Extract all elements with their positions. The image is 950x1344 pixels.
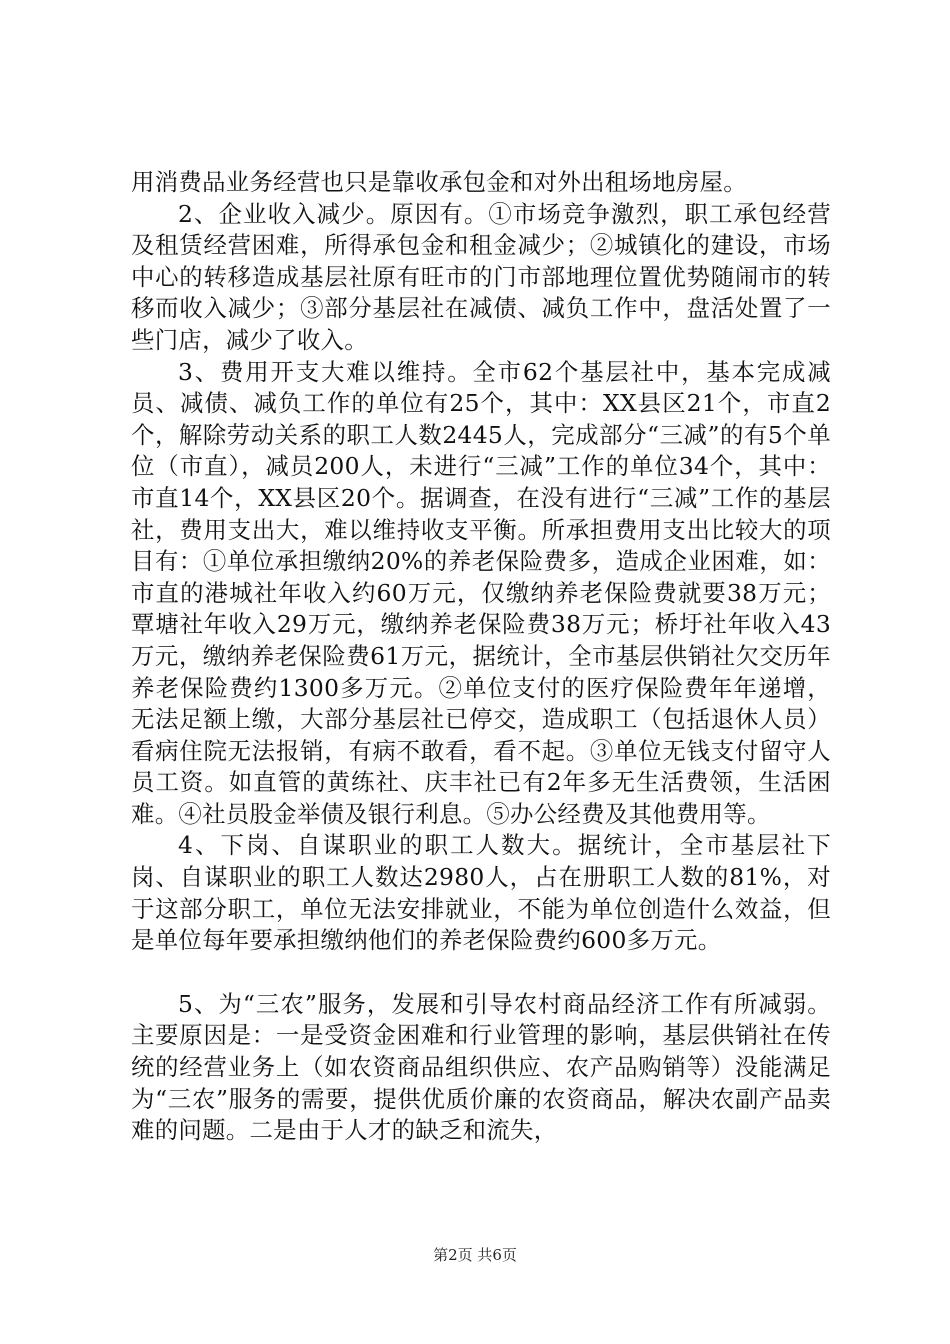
paragraph-laid-off-workers: 4、下岗、自谋职业的职工人数大。据统计，全市基层社下岗、自谋职业的职工人数达2980人，占在册职工人数的81%，对于这部分职工，单位无法安排就业，不能为单位创造什么效益，但是单位每年要承担缴纳他们的养老保险费约600多万元。 xyxy=(131,831,831,955)
paragraph-gap xyxy=(131,957,831,989)
paragraph-continuation: 用消费品业务经营也只是靠收承包金和对外出租场地房屋。 xyxy=(131,168,747,196)
paragraph-income-decrease: 2、企业收入减少。原因有。①市场竞争激烈，职工承包经营及租赁经营困难，所得承包金和租金减少；②城镇化的建设，市场中心的转移造成基层社原有旺市的门市部地理位置优势随闹市的转移而收入减少；③部分基层社在减债、减负工作中，盘活处置了一些门店，减少了收入。 xyxy=(131,199,831,354)
paragraph-expense-burden: 3、费用开支大难以维持。全市62个基层社中，基本完成减员、减债、减负工作的单位有25个，其中：XX县区21个，市直2个，解除劳动关系的职工人数2445人，完成部分“三减”的有5个单位（市直），减员200人，未进行“三减”工作的单位34个，其中：市直14个，XX县区20个。据调查，在没有进行“三减”工作的基层社，费用支出大，难以维持收支平衡。所承担费用支出比较大的项目有：①单位承担缴纳20%的养老保险费多，造成企业困难，如：市直的港城社年收入约60万元，仅缴纳养老保险费就要38万元；覃塘社年收入29万元，缴纳养老保险费38万元；桥圩社年收入43万元，缴纳养老保险费61万元，据统计，全市基层供销社欠交历年养老保险费约1300多万元。②单位支付的医疗保险费年年递增，无法足额上缴，大部分基层社已停交，造成职工（包括退休人员）看病住院无法报销，有病不敢看，看不起。③单位无钱支付留守人员工资。如直管的黄练社、庆丰社已有2年多无生活费领，生活困难。④社员股金举债及银行利息。⑤办公经费及其他费用等。 xyxy=(131,357,831,828)
page-footer: 第2页 共6页 xyxy=(433,1246,517,1264)
paragraph-rural-service: 5、为“三农”服务，发展和引导农村商品经济工作有所减弱。主要原因是：一是受资金困难和行业管理的影响，基层供销社在传统的经营业务上（如农资商品组织供应、农产品购销等）没能满足为“三农”服务的需要，提供优质价廉的农资商品，解决农副产品卖难的问题。二是由于人才的缺乏和流失， xyxy=(131,989,831,1145)
document-body xyxy=(131,167,831,1147)
